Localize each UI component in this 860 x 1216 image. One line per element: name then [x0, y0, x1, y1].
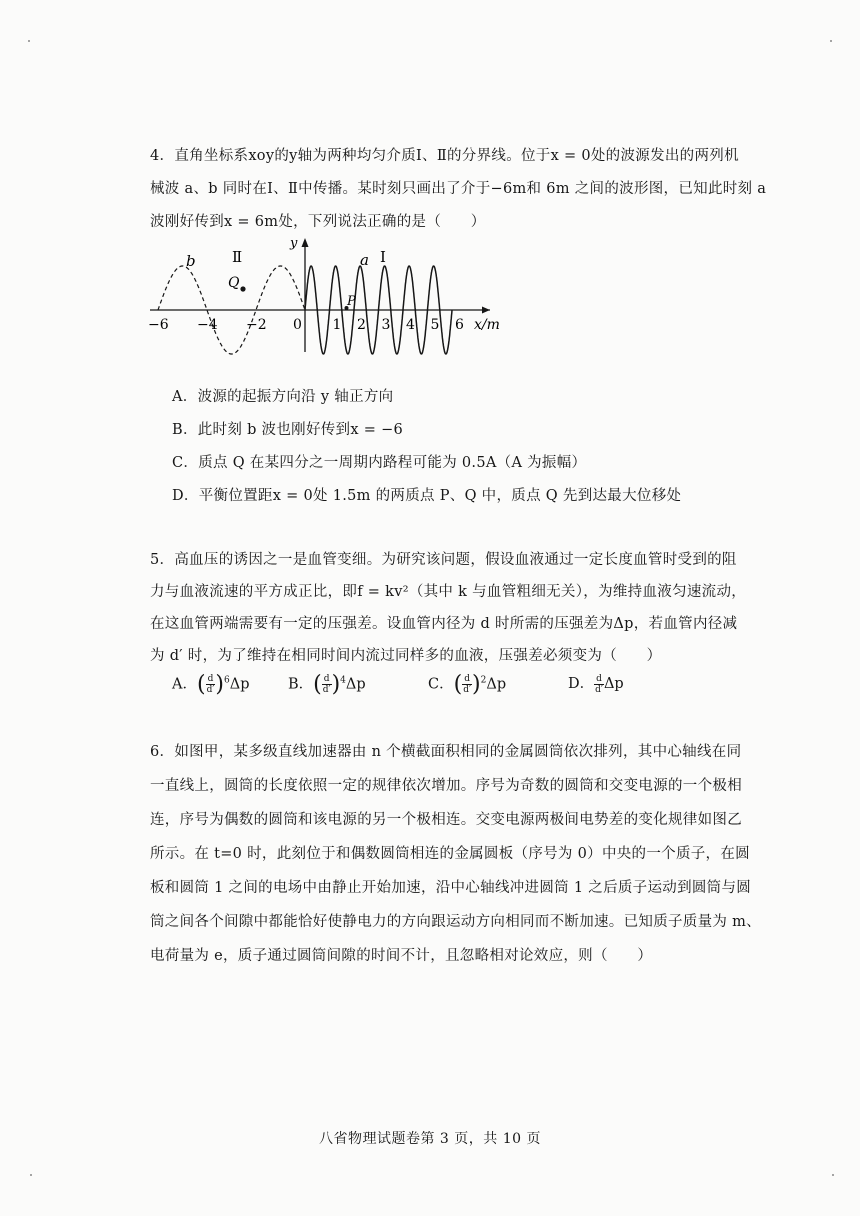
x-tick-label: 6: [455, 317, 464, 333]
q5-option-c-fraction: [462, 674, 472, 695]
q5-option-a-label: A．: [172, 676, 197, 693]
q5-option-d-tail: Δp: [603, 676, 624, 692]
q5-option-b-exponent: 4: [340, 675, 346, 686]
scan-speck: [28, 40, 30, 42]
label-wave-a: a: [360, 251, 369, 269]
q6-stem-line-7: 电荷量为 e，质子通过圆筒间隙的时间不计，且忽略相对论效应，则（ ）: [150, 948, 653, 964]
scan-speck: [832, 1174, 834, 1176]
q4-option-c[interactable]: C．质点 Q 在某四分之一周期内路程可能为 0.5A（A 为振幅）: [172, 455, 587, 471]
q5-option-c[interactable]: C．( $\frac{d}{d'}$ )$^2$Δp: [428, 672, 507, 697]
q4-stem-line-2: 械波 a、b 同时在Ⅰ、Ⅱ中传播。某时刻只画出了介于−6m和 6m 之间的波形图，已知此时刻 a: [150, 181, 767, 197]
q4-stem-line-3: 波刚好传到x = 6m处，下列说法正确的是（ ）: [150, 214, 486, 230]
q6-stem-line-4: 所示。在 t=0 时，此刻位于和偶数圆筒相连的金属圆板（序号为 0）中央的一个质子，在圆: [150, 846, 750, 862]
q5-option-a[interactable]: A．( $\frac{d}{d'}$ )$^6$Δp: [172, 672, 250, 697]
q5-option-a-exponent: 6: [223, 675, 230, 686]
q5-stem-line-4: 为 d′ 时，为了维持在相同时间内流过同样多的血液，压强差必须变为（ ）: [150, 648, 662, 664]
q5-options-row: [172, 672, 692, 704]
x-tick-label: 4: [406, 317, 415, 333]
x-tick-label: −4: [197, 317, 218, 333]
label-wave-b: b: [186, 252, 196, 270]
q4-option-d[interactable]: D．平衡位置距x = 0处 1.5m 的两质点 P、Q 中，质点 Q 先到达最大位移处: [172, 488, 682, 504]
q5-stem-line-3: 在这血管两端需要有一定的压强差。设血管内径为 d 时所需的压强差为Δp，若血管内径减: [150, 616, 738, 632]
label-medium-i: I: [380, 248, 386, 266]
q5-option-a-fraction: [206, 674, 216, 695]
q4-stem-line-1: 4．直角坐标系xoy的y轴为两种均匀介质Ⅰ、Ⅱ的分界线。位于x = 0处的波源发出的两列机: [150, 148, 739, 164]
fraction-numerator: d: [322, 674, 332, 685]
q5-option-b[interactable]: B．( $\frac{d}{d'}$ )$^4$Δp: [288, 672, 366, 697]
q4-option-b[interactable]: B．此时刻 b 波也刚好传到x = −6: [172, 422, 404, 438]
fraction-denominator: d′: [322, 685, 331, 695]
q6-stem-line-5: 板和圆筒 1 之间的电场中由静止开始加速，沿中心轴线冲进圆筒 1 之后质子运动到圆筒与圆: [150, 880, 752, 896]
q5-option-a-tail: Δp: [229, 676, 250, 693]
point-q: [240, 286, 245, 291]
x-tick-label: 0: [293, 317, 302, 333]
x-tick-label: 5: [430, 317, 440, 333]
y-axis-arrow: [302, 238, 309, 247]
x-tick-label: 1: [332, 317, 342, 333]
q5-option-c-exponent: 2: [480, 675, 487, 686]
q5-option-d-fraction: [594, 674, 604, 695]
fraction-denominator: d′: [463, 685, 472, 695]
x-tick-label: −6: [148, 317, 169, 333]
q4-wave-figure: [140, 232, 520, 362]
x-axis-arrow: [482, 307, 490, 314]
q5-stem-line-1: 5．高血压的诱因之一是血管变细。为研究该问题，假设血液通过一定长度血管时受到的阻: [150, 552, 737, 568]
q6-stem-line-3: 连，序号为偶数的圆筒和该电源的另一个极相连。交变电源两极间电势差的变化规律如图乙: [150, 812, 742, 828]
label-q: Q: [228, 275, 240, 291]
q5-option-b-tail: Δp: [345, 676, 366, 693]
fraction-denominator: d′: [595, 684, 603, 695]
q6-stem-line-2: 一直线上，圆筒的长度依照一定的规律依次增加。序号为奇数的圆筒和交变电源的一个极相: [150, 778, 742, 794]
q5-option-d[interactable]: [568, 672, 624, 695]
q6-stem-line-6: 筒之间各个间隙中都能恰好使静电力的方向跟运动方向相同而不断加速。已知质子质量为 m、: [150, 914, 761, 930]
x-tick-label: 2: [357, 317, 366, 333]
label-p: P: [347, 294, 356, 309]
q4-option-a[interactable]: A．波源的起振方向沿 y 轴正方向: [172, 389, 394, 405]
q6-stem-line-1: 6．如图甲，某多级直线加速器由 n 个横截面积相同的金属圆筒依次排列，其中心轴线在同: [150, 744, 742, 760]
q5-stem-line-2: 力与血液流速的平方成正比，即f = kv²（其中 k 与血管粗细无关），为维持血液匀速流动，: [150, 584, 747, 600]
q5-option-b-fraction: [322, 674, 332, 695]
fraction-numerator: d: [594, 674, 604, 685]
fraction-numerator: d: [462, 674, 472, 685]
x-tick-label: 3: [381, 317, 391, 333]
q5-option-c-tail: Δp: [486, 676, 507, 693]
q5-option-c-label: C．: [428, 676, 454, 693]
label-y-axis: y: [290, 236, 298, 251]
label-medium-ii: Ⅱ: [232, 248, 243, 266]
q5-option-d-label: D．: [568, 676, 595, 692]
fraction-denominator: d′: [206, 685, 215, 695]
scan-speck: [830, 40, 832, 42]
page-footer: 八省物理试题卷第 3 页，共 10 页: [318, 1131, 542, 1147]
scan-speck: [30, 1174, 32, 1176]
q5-option-b-label: B．: [288, 676, 314, 693]
x-tick-label: −2: [246, 317, 267, 333]
fraction-numerator: d: [206, 674, 216, 685]
label-x-unit: x/m: [474, 317, 500, 333]
